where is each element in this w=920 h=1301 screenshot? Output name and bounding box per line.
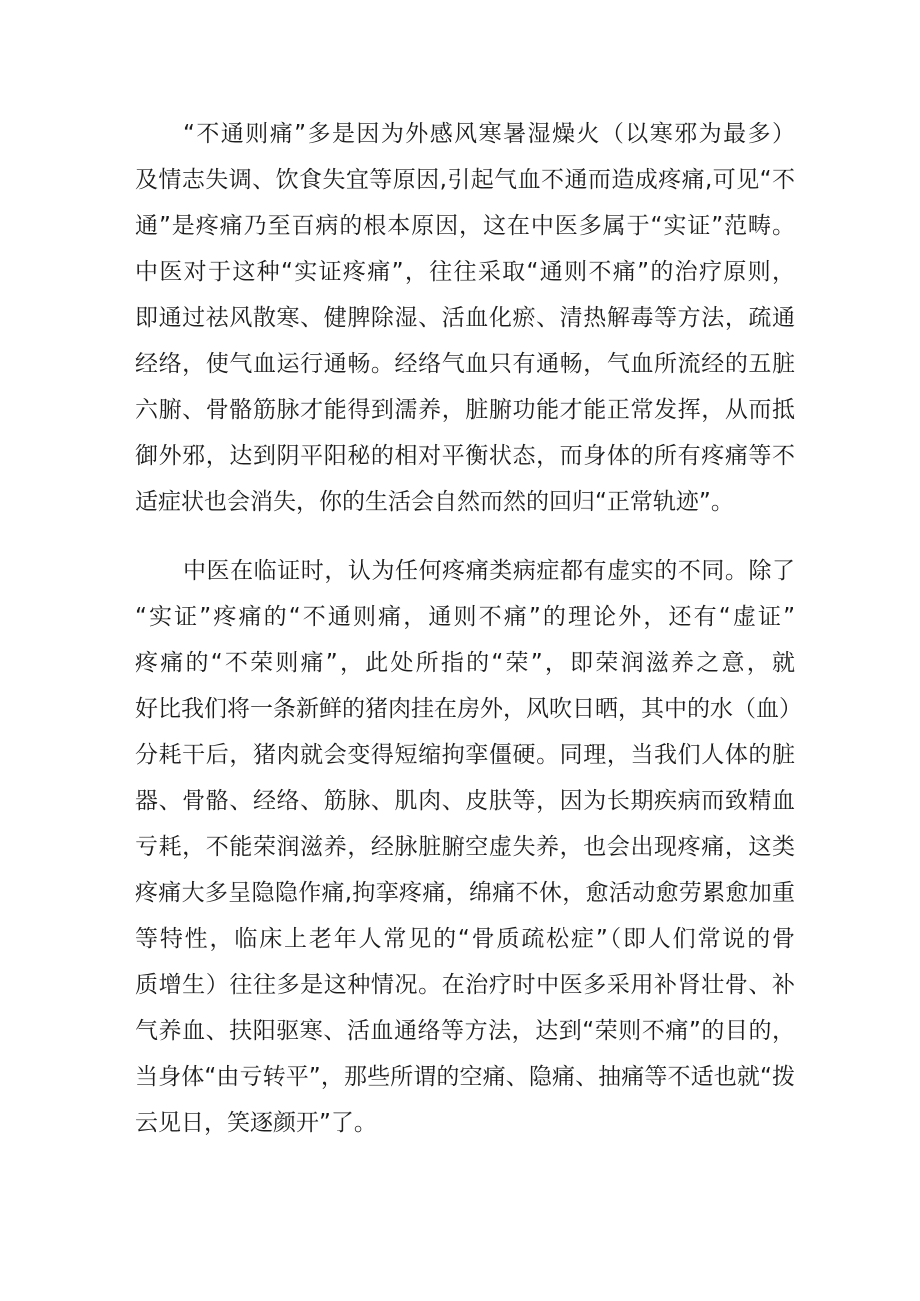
paragraph-1-line-6: 经络，使气血运行通畅。经络气血只有通畅，气血所流经的五脏 bbox=[135, 351, 795, 377]
paragraph-2-line-2: “实证”疼痛的“不通则痛，通则不痛”的理论外，还有“虚证” bbox=[135, 604, 795, 630]
paragraph-2-line-11: 气养血、扶阳驱寒、活血通络等方法，达到“荣则不痛”的目的， bbox=[135, 1018, 795, 1044]
paragraph-2-line-4: 好比我们将一条新鲜的猪肉挂在房外，风吹日晒，其中的水（血） bbox=[135, 696, 802, 722]
paragraph-2-line-13: 云见日，笑逐颜开”了。 bbox=[135, 1110, 377, 1136]
paragraph-2-line-8: 疼痛大多呈隐隐作痛,拘挛疼痛，绵痛不休，愈活动愈劳累愈加重 bbox=[135, 880, 795, 906]
paragraph-2-line-10: 质增生）往往多是这种情况。在治疗时中医多采用补肾壮骨、补 bbox=[135, 972, 795, 998]
paragraph-2-line-12: 当身体“由亏转平”，那些所谓的空痛、隐痛、抽痛等不适也就“拨 bbox=[135, 1064, 795, 1090]
paragraph-1-line-8: 御外邪，达到阴平阳秘的相对平衡状态，而身体的所有疼痛等不 bbox=[135, 443, 795, 469]
paragraph-2-line-3: 疼痛的“不荣则痛”，此处所指的“荣”，即荣润滋养之意，就 bbox=[135, 650, 795, 676]
paragraph-1-line-4: 中医对于这种“实证疼痛”，往往采取“通则不痛”的治疗原则， bbox=[135, 259, 795, 285]
paragraph-2-line-7: 亏耗，不能荣润滋养，经脉脏腑空虚失养，也会出现疼痛，这类 bbox=[135, 834, 795, 860]
paragraph-2-line-1: 中医在临证时，认为任何疼痛类病症都有虚实的不同。除了 bbox=[183, 558, 795, 584]
paragraph-1-line-1: “不通则痛”多是因为外感风寒暑湿燥火（以寒邪为最多） bbox=[183, 121, 795, 147]
paragraph-2-line-5: 分耗干后，猪肉就会变得短缩拘挛僵硬。同理，当我们人体的脏 bbox=[135, 742, 795, 768]
paragraph-1-line-5: 即通过祛风散寒、健脾除湿、活血化瘀、清热解毒等方法，疏通 bbox=[135, 305, 795, 331]
paragraph-1-line-2: 及情志失调、饮食失宜等原因,引起气血不通而造成疼痛,可见“不 bbox=[135, 167, 795, 193]
paragraph-2-line-6: 器、骨骼、经络、筋脉、肌肉、皮肤等，因为长期疾病而致精血 bbox=[135, 788, 795, 814]
paragraph-1-line-3: 通”是疼痛乃至百病的根本原因，这在中医多属于“实证”范畴。 bbox=[135, 213, 795, 239]
paragraph-1-line-9: 适症状也会消失，你的生活会自然而然的回归“正常轨迹”。 bbox=[135, 489, 734, 515]
paragraph-1-line-7: 六腑、骨骼筋脉才能得到濡养，脏腑功能才能正常发挥，从而抵 bbox=[135, 397, 795, 423]
paragraph-2-line-9: 等特性，临床上老年人常见的“骨质疏松症”（即人们常说的骨 bbox=[135, 926, 795, 952]
